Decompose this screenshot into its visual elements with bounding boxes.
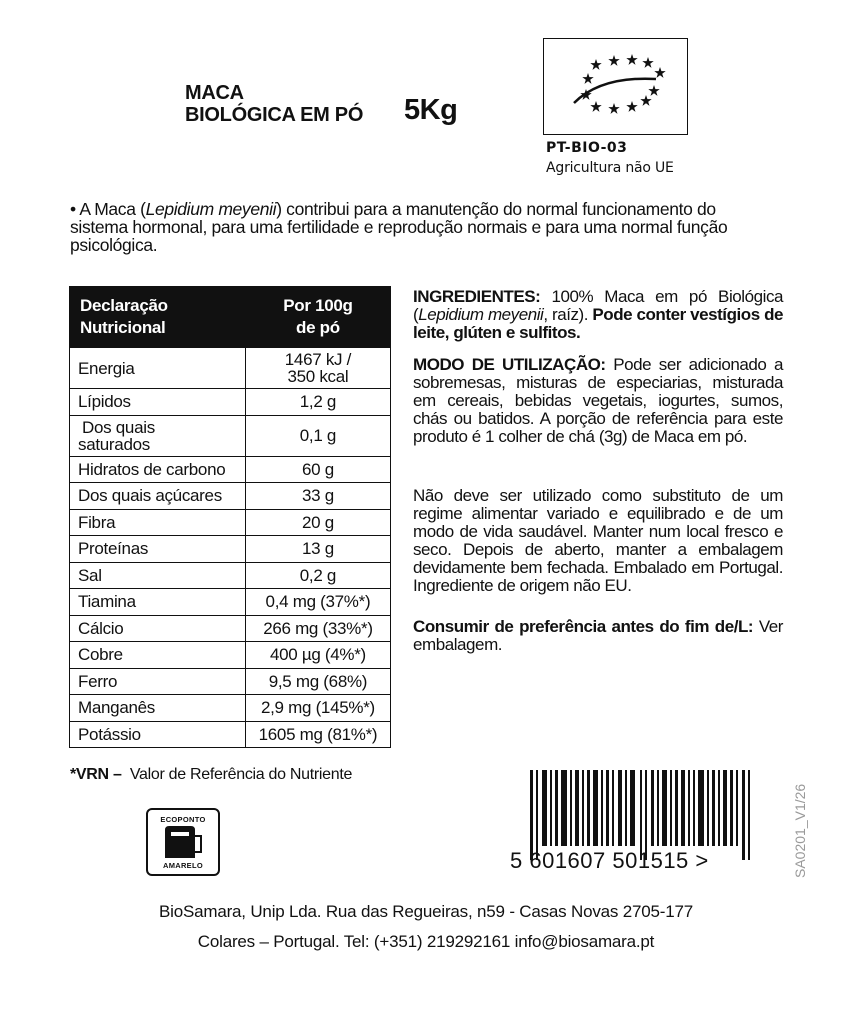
- claim-latin-name: Lepidium meyenii: [145, 199, 277, 219]
- nutrient-value: 33 g: [245, 483, 390, 510]
- label-version-code: SA0201_V1/26: [792, 783, 808, 878]
- nutrient-value: 1605 mg (81%*): [245, 721, 390, 748]
- nutrient-label: Cálcio: [70, 615, 246, 642]
- ingredients-text-2: , raíz).: [543, 305, 593, 324]
- nutrition-row-energia: [70, 348, 391, 389]
- nutrition-header-row: [70, 287, 391, 348]
- ingredients-label: INGREDIENTES:: [413, 287, 541, 306]
- barcode: [530, 770, 770, 860]
- usage-text: Pode ser adicionado a sobremesas, misturas de especiarias, misturada em cereais, bebidas vegetais, iogurtes, sumos, chás ou batidos. A porção de referência para este produto é 1 colher de chá (3g) de Maca em pó.: [413, 355, 783, 446]
- nutrient-label: Manganês: [70, 695, 246, 722]
- nutrient-value: 60 g: [245, 456, 390, 483]
- nutrition-row-ferro: [70, 668, 391, 695]
- certification-code: PT-BIO-03: [546, 140, 628, 156]
- nutrient-label: Tiamina: [70, 589, 246, 616]
- nutrition-row-calcio: [70, 615, 391, 642]
- company-contact: Colares – Portugal. Tel: (+351) 219292161 info@biosamara.pt: [197, 932, 655, 951]
- nutrient-label: Ferro: [70, 668, 246, 695]
- nutrient-label: Dos quais saturados: [70, 415, 246, 456]
- nutrition-header-per100g: Por 100g de pó: [245, 287, 390, 348]
- claim-text: ) contribui para a manutenção do normal funcionamento do sistema hormonal, para uma fertilidade e reprodução normais e para uma normal função psicológica.: [70, 199, 728, 255]
- nutrient-value: 1,2 g: [245, 389, 390, 416]
- product-name-line2: BIOLÓGICA EM PÓ: [185, 104, 364, 126]
- warning-paragraph: Não deve ser utilizado como substituto de um regime alimentar variado e equilibrado e de um modo de vida saudável. Manter num local fresco e seco. Depois de aberto, manter a embalagem devidamente bem fechada. Embalado em Portugal. Ingrediente de origem não EU.: [413, 486, 783, 595]
- nutrition-row-proteinas: [70, 536, 391, 563]
- claim-prefix: A Maca (: [75, 199, 146, 219]
- nutrient-label: Fibra: [70, 509, 246, 536]
- nutrition-row-acucares: [70, 483, 391, 510]
- nutrient-value: 0,1 g: [245, 415, 390, 456]
- ingredients-latin-name: Lepidium meyenii: [418, 305, 544, 324]
- barcode-digits: 5 601607 501515 >: [510, 848, 709, 873]
- nutrient-label: Proteínas: [70, 536, 246, 563]
- nutrient-label: Cobre: [70, 642, 246, 669]
- recycling-bin-icon: [146, 808, 220, 876]
- allergen-warning: Pode conter vestígios de leite, glúten e sulfitos.: [413, 305, 784, 342]
- usage-label: MODO DE UTILIZAÇÃO:: [413, 355, 606, 374]
- nutrition-row-cobre: [70, 642, 391, 669]
- nutrition-row-lipidos: [70, 389, 391, 416]
- nutrition-row-tiamina: [70, 589, 391, 616]
- product-weight: 5Kg: [404, 94, 458, 126]
- ingredients-paragraph: [413, 288, 783, 342]
- nutrition-table: [69, 286, 391, 748]
- nutrient-label: Energia: [70, 348, 246, 389]
- nutrition-row-fibra: [70, 509, 391, 536]
- nutrition-row-potassio: [70, 721, 391, 748]
- nutrition-row-manganes: [70, 695, 391, 722]
- nutrient-label: Lípidos: [70, 389, 246, 416]
- nutrient-value: 0,4 mg (37%*): [245, 589, 390, 616]
- health-claim: [70, 200, 770, 254]
- company-address: BioSamara, Unip Lda. Rua das Regueiras, n59 - Casas Novas 2705-177: [159, 902, 693, 921]
- ingredients-text: 100% Maca em pó Biológica (: [413, 287, 783, 324]
- nutrient-value: 2,9 mg (145%*): [245, 695, 390, 722]
- nutrition-row-hidratos: [70, 456, 391, 483]
- best-before-label: Consumir de preferência antes do fim de/L:: [413, 617, 754, 636]
- nutrient-value: 9,5 mg (68%): [245, 668, 390, 695]
- nutrient-value: 20 g: [245, 509, 390, 536]
- nutrition-row-sal: [70, 562, 391, 589]
- best-before-paragraph: [413, 618, 783, 654]
- nutrient-label: Sal: [70, 562, 246, 589]
- nutrient-label: Dos quais açúcares: [70, 483, 246, 510]
- best-before-text: Ver embalagem.: [413, 617, 783, 654]
- product-name-line1: MACA: [185, 82, 244, 104]
- nutrient-value: 400 µg (4%*): [245, 642, 390, 669]
- nutrition-header-label: Declaração Nutricional: [70, 287, 246, 348]
- ecoponto-bottom-label: AMARELO: [162, 861, 203, 870]
- vrn-text: Valor de Referência do Nutriente: [129, 766, 353, 783]
- nutrient-label: Potássio: [70, 721, 246, 748]
- ecoponto-top-label: ECOPONTO: [160, 815, 206, 824]
- nutrient-value: 0,2 g: [245, 562, 390, 589]
- nutrient-label: Hidratos de carbono: [70, 456, 246, 483]
- usage-paragraph: [413, 356, 783, 446]
- nutrient-value: 13 g: [245, 536, 390, 563]
- nutrient-value: 1467 kJ / 350 kcal: [245, 348, 390, 389]
- nutrition-row-saturados: [70, 415, 391, 456]
- vrn-footnote: [70, 766, 352, 784]
- eu-organic-leaf-icon: [543, 38, 688, 135]
- claim-bullet: •: [70, 199, 76, 219]
- product-title: [185, 82, 363, 126]
- bin-shape-icon: [161, 826, 205, 860]
- vrn-key: *VRN –: [70, 766, 122, 783]
- nutrient-value: 266 mg (33%*): [245, 615, 390, 642]
- certification-origin: Agricultura não UE: [546, 160, 674, 176]
